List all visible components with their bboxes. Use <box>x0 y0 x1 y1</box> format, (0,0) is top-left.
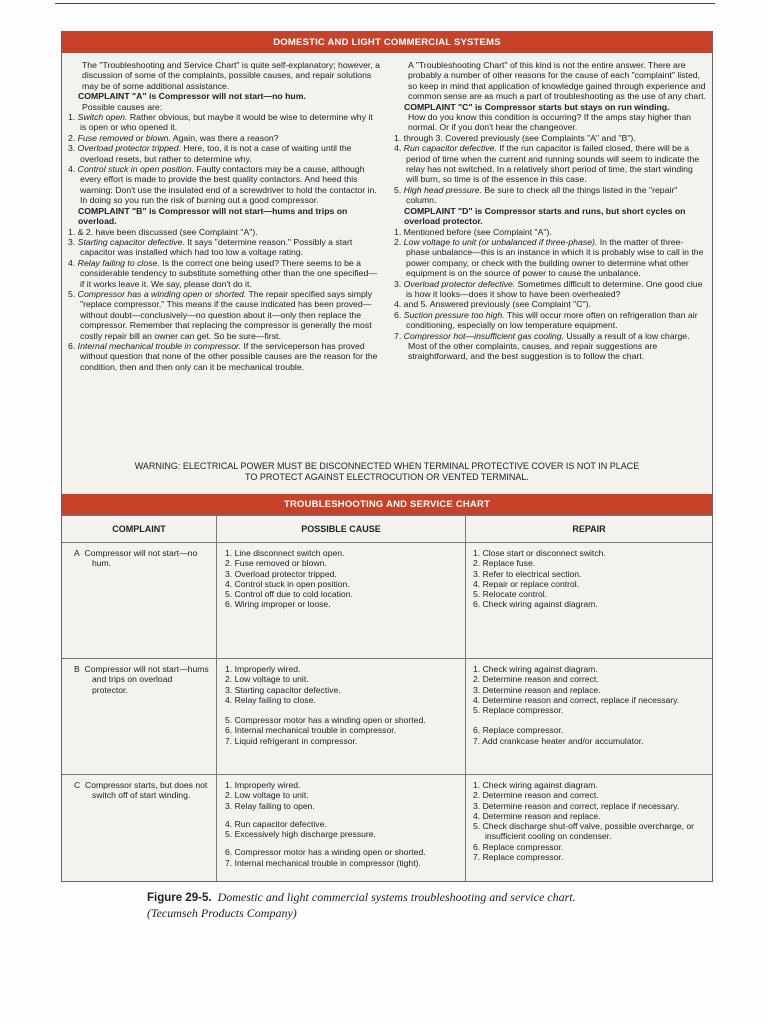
header-complaint: COMPLAINT <box>112 524 166 534</box>
complaint-id: C <box>74 780 81 790</box>
header-cause: POSSIBLE CAUSE <box>301 524 381 534</box>
figure-caption-text: Domestic and light commercial systems troubleshooting and service chart. <box>217 890 576 904</box>
list-item <box>394 227 706 237</box>
item-emphasis: Starting capacitor defective. <box>77 236 185 247</box>
item-text: Determine reason and correct. <box>482 674 599 685</box>
item-emphasis: Fuse removed or blown. <box>77 132 171 143</box>
item-text: Relocate control. <box>482 589 548 600</box>
repair-item <box>473 674 705 684</box>
item-text: Control off due to cold location. <box>234 589 353 600</box>
item-emphasis: Compressor has a winding open or shorted. <box>77 288 247 299</box>
repair-cell <box>473 664 705 746</box>
item-text: Excessively high discharge pressure. <box>234 829 376 840</box>
item-number: 7. <box>473 852 481 863</box>
item-emphasis: Suction pressure too high. <box>403 309 505 320</box>
item-text: Here, too, it is not a case of waiting until the overload resets, but rather to determine why. <box>80 143 352 164</box>
item-text: Sometimes difficult to determine. One good clue is how it looks—does it show to have been overheated? <box>406 278 703 299</box>
cause-item <box>225 579 457 589</box>
item-number: 1. <box>225 548 233 558</box>
item-text: If the serviceperson has proved without question that none of the other possible causes are the reason for the condition, then and then only can it be mechanical trouble. <box>80 340 378 372</box>
item-text: Replace fuse. <box>482 558 536 569</box>
list-item <box>394 299 706 309</box>
item-number: 3. <box>225 800 233 811</box>
cause-item <box>225 664 457 674</box>
complaint-text <box>74 664 210 695</box>
list-item <box>68 237 380 258</box>
item-number: 5. <box>225 829 233 840</box>
repair-item <box>473 664 705 674</box>
item-text: Mentioned before (see Complaint "A"). <box>403 226 552 237</box>
paragraph: The "Troubleshooting and Service Chart" is quite self-explanatory; however, a discussion of some of the complaints, possible causes, and repair solutions may be of some additional assistance. <box>82 60 380 91</box>
item-text: have been discussed (see Complaint "A"). <box>95 226 258 237</box>
cause-cell <box>225 780 457 868</box>
cause-item <box>225 674 457 684</box>
item-text: Overload protector tripped. <box>234 568 337 579</box>
cause-item <box>225 829 457 839</box>
item-number: 1. <box>473 548 481 558</box>
item-number: 4. <box>225 578 233 589</box>
item-number: 6. <box>225 599 233 610</box>
complaint-desc: Compressor will not start—hums and trips on overload protector. <box>84 664 209 695</box>
right-text-column <box>394 60 706 362</box>
list-item <box>394 185 706 206</box>
item-number: 7. <box>473 735 481 746</box>
item-number: 6. <box>225 725 233 736</box>
item-emphasis: Overload protector defective. <box>403 278 516 289</box>
left-text-column <box>68 60 380 372</box>
item-text: Refer to electrical section. <box>482 568 582 579</box>
item-number: 5. <box>225 589 233 600</box>
list-item <box>68 143 380 164</box>
cause-item <box>225 569 457 579</box>
list-item <box>68 164 380 206</box>
item-number: 3. <box>225 568 233 579</box>
complaint-text <box>74 780 210 801</box>
repair-item <box>473 725 705 735</box>
item-text: Determine reason and replace. <box>482 810 601 821</box>
item-number: 1. <box>394 132 402 143</box>
item-text: Compressor motor has a winding open or shorted. <box>234 847 426 858</box>
complaint-heading: COMPLAINT "B" is Compressor will not start—hums and trips on overload. <box>78 205 348 227</box>
list-item <box>68 133 380 143</box>
section-title-bar: DOMESTIC AND LIGHT COMMERCIAL SYSTEMS <box>62 32 712 53</box>
item-text: Improperly wired. <box>234 664 301 674</box>
item-emphasis: Run capacitor defective. <box>403 143 497 154</box>
complaint-heading: COMPLAINT "C" is Compressor starts but stays on run winding. <box>404 101 670 112</box>
item-emphasis: High head pressure. <box>403 184 482 195</box>
repair-item <box>473 842 705 852</box>
list-item <box>68 112 380 133</box>
item-text: If the run capacitor is failed closed, there will be a period of time when the current and running sounds will seem to indicate the relay has not switched. In a relatively short period of time, the start winding will burn, so time is of the essence in this case. <box>406 143 700 185</box>
item-text: Close start or disconnect switch. <box>482 548 606 558</box>
item-text: Add crankcase heater and/or accumulator. <box>482 735 644 746</box>
item-text: Low voltage to unit. <box>234 790 309 801</box>
item-text: Check wiring against diagram. <box>482 599 598 610</box>
list-item <box>68 341 380 372</box>
item-number: 6. <box>473 725 481 736</box>
repair-item <box>473 705 705 715</box>
item-text: Fuse removed or blown. <box>234 558 327 569</box>
item-number: 3. <box>394 278 402 289</box>
item-text: Answered previously (see Complaint "C"). <box>429 299 591 310</box>
item-emphasis: Low voltage to unit (or unbalanced if three-phase). <box>403 236 598 247</box>
page-top-rule <box>55 3 715 4</box>
item-text: Rather obvious, but maybe it would be wise to determine why it is open or who opened it. <box>80 112 373 133</box>
item-emphasis: Overload protector tripped. <box>77 143 182 154</box>
item-text: Relay failing to close. <box>234 694 316 705</box>
item-text: Run capacitor defective. <box>234 818 327 829</box>
item-number: 2. <box>68 132 76 143</box>
item-number: 2. <box>225 790 233 801</box>
complaint-heading: COMPLAINT "D" is Compressor starts and runs, but short cycles on overload protector. <box>404 205 686 227</box>
complaint-heading: COMPLAINT "A" is Compressor will not start—no hum. <box>78 91 306 102</box>
list-item <box>68 258 380 289</box>
item-text: Be sure to check all the things listed in the "repair" column. <box>406 184 678 206</box>
cause-item <box>225 725 457 735</box>
repair-item <box>473 790 705 800</box>
repair-item <box>473 695 705 705</box>
cause-item <box>225 548 457 558</box>
complaint-id: A <box>74 548 80 558</box>
item-emphasis: Relay failing to close. <box>77 257 160 268</box>
item-text: Replace compressor. <box>482 725 564 736</box>
cause-item <box>225 801 457 811</box>
item-text: Determine reason and correct, replace if necessary. <box>482 800 680 811</box>
warning-line-1: WARNING: ELECTRICAL POWER MUST BE DISCONNECTED WHEN TERMINAL PROTECTIVE COVER IS NOT IN PLACE <box>134 461 640 471</box>
table-row <box>62 542 712 659</box>
list-item <box>394 133 706 143</box>
item-number: 4. <box>473 694 481 705</box>
paragraph: Most of the other complaints, causes, and repair suggestions are straightforward, and the best suggestion is to follow the chart. <box>408 340 658 362</box>
complaint-text <box>74 548 210 569</box>
item-number: 5. <box>394 184 402 195</box>
cause-item <box>225 780 457 790</box>
repair-item <box>473 558 705 568</box>
cause-item <box>225 790 457 800</box>
item-text: through 3. Covered previously (see Complaints "A" and "B"). <box>403 132 636 143</box>
item-text: Starting capacitor defective. <box>234 684 341 695</box>
item-number: 1. <box>473 780 481 790</box>
repair-cell <box>473 780 705 862</box>
repair-item <box>473 589 705 599</box>
list-item <box>394 310 706 331</box>
cause-item <box>225 599 457 609</box>
table-row <box>62 774 712 881</box>
repair-item <box>473 811 705 821</box>
item-number: 5. <box>473 821 481 832</box>
list-item <box>394 143 706 185</box>
item-text: Wiring improper or loose. <box>234 599 331 610</box>
item-number: 1. <box>394 226 402 237</box>
item-number: 1. & 2. <box>68 226 94 237</box>
item-number: 1. <box>68 112 76 123</box>
item-text: Determine reason and correct. <box>482 790 599 801</box>
item-text: Replace compressor. <box>482 852 564 863</box>
item-number: 4. and 5. <box>394 299 428 310</box>
chart-title-bar: TROUBLESHOOTING AND SERVICE CHART <box>62 494 712 515</box>
item-emphasis: Internal mechanical trouble in compressor. <box>77 340 242 351</box>
item-text: Low voltage to unit. <box>234 674 309 685</box>
item-number: 2. <box>473 790 481 801</box>
item-number: 7. <box>394 330 402 341</box>
item-number: 6. <box>394 309 402 320</box>
item-number: 7. <box>225 857 233 868</box>
list-item <box>394 237 706 279</box>
item-text: Faulty contactors may be a cause, although every effort is made to provide the best quality contactors. And heed this warning: Don't use the insulated end of a screwdriver to hold the contactor in. In doing so you run the risk of burning out a good compressor. <box>80 164 377 206</box>
repair-item <box>473 736 705 746</box>
item-text: Replace compressor. <box>482 841 564 852</box>
figure-caption <box>147 890 707 921</box>
item-number: 6. <box>473 599 481 610</box>
complaint-cell <box>74 780 210 801</box>
item-number: 4. <box>394 143 402 154</box>
item-number: 4. <box>473 810 481 821</box>
list-item <box>394 331 706 341</box>
item-number: 7. <box>225 735 233 746</box>
item-text: Internal mechanical trouble in compressor (tight). <box>234 857 421 868</box>
item-number: 4. <box>68 257 76 268</box>
item-text: In the matter of three-phase unbalance—this is an instance in which it is probably wise to call in the power company, or check with the building owner to determine what other equipment is on the source of power to cause the unbalance. <box>406 236 704 279</box>
repair-item <box>473 685 705 695</box>
item-text: Relay failing to open. <box>234 800 315 811</box>
item-text: Check wiring against diagram. <box>482 780 598 790</box>
item-text: Repair or replace control. <box>482 578 580 589</box>
list-item <box>394 279 706 300</box>
item-number: 5. <box>473 589 481 600</box>
item-text: Again, was there a reason? <box>170 132 279 143</box>
complaint-desc: Compressor will not start—no hum. <box>84 548 198 569</box>
item-text: Replace compressor. <box>482 705 564 716</box>
figure-label: Figure 29-5. <box>147 892 212 904</box>
item-number: 4. <box>225 694 233 705</box>
item-number: 3. <box>68 236 76 247</box>
item-number: 2. <box>225 674 233 685</box>
complaint-cell <box>74 548 210 569</box>
repair-item <box>473 801 705 811</box>
cause-item <box>225 847 457 857</box>
cause-cell <box>225 548 457 610</box>
item-number: 1. <box>225 664 233 674</box>
item-number: 6. <box>68 340 76 351</box>
item-emphasis: Compressor hot—insufficient gas cooling. <box>403 330 564 341</box>
item-text: Determine reason and correct, replace if necessary. <box>482 694 680 705</box>
complaint-desc: Compressor starts, but does not switch off of start winding. <box>85 780 208 801</box>
header-repair: REPAIR <box>572 524 606 534</box>
item-number: 3. <box>473 568 481 579</box>
item-number: 3. <box>68 143 76 154</box>
item-text: Control stuck in open position. <box>234 578 350 589</box>
item-number: 1. <box>473 664 481 674</box>
item-number: 2. <box>473 674 481 685</box>
figure-credit: (Tecumseh Products Company) <box>147 906 297 920</box>
item-number: 2. <box>473 558 481 569</box>
paragraph: How do you know this condition is occurring? If the amps stay higher than normal. Or if you don't hear the changeover. <box>408 112 691 133</box>
repair-item <box>473 852 705 862</box>
complaint-cell <box>74 664 210 695</box>
repair-item <box>473 599 705 609</box>
item-number: 4. <box>225 818 233 829</box>
item-number: 4. <box>473 578 481 589</box>
item-emphasis: Control stuck in open position. <box>77 164 195 175</box>
warning-notice <box>82 461 692 483</box>
cause-cell <box>225 664 457 746</box>
item-number: 3. <box>473 684 481 695</box>
cause-item <box>225 685 457 695</box>
item-text: Compressor motor has a winding open or shorted. <box>234 715 426 726</box>
item-text: Is the correct one being used? There seems to be a considerable tendency to substitute something other than the one specified—if it works leave it. We say, please don't do it. <box>80 257 378 289</box>
table-row <box>62 658 712 775</box>
item-text: Improperly wired. <box>234 780 301 790</box>
item-text: Check discharge shut-off valve, possible overcharge, or insufficient cooling on condenser. <box>482 821 695 842</box>
item-text: Line disconnect switch open. <box>234 548 345 558</box>
paragraph: Possible causes are: <box>82 101 163 112</box>
item-text: Internal mechanical trouble in compressor. <box>234 725 397 736</box>
item-text: The repair specified says simply "replace compressor." This means if the cause indicated has been proved—without doubt—conclusively—no question about it—only then replace the compressor. Remember that replacing the compressor is generally the most costly repair bill an owner can get. So be sure—first. <box>80 288 373 341</box>
cause-item <box>225 858 457 868</box>
item-number: 2. <box>394 236 402 247</box>
item-number: 1. <box>225 780 233 790</box>
cause-item <box>225 819 457 829</box>
item-number: 5. <box>68 288 76 299</box>
item-text: Check wiring against diagram. <box>482 664 598 674</box>
cause-item <box>225 558 457 568</box>
item-text: This will occur more often on refrigeration than air conditioning, especially on low temperature equipment. <box>406 309 698 331</box>
item-text: Usually a result of a low charge. <box>563 330 690 341</box>
item-emphasis: Switch open. <box>77 112 128 123</box>
warning-line-2: TO PROTECT AGAINST ELECTROCUTION OR VENTED TERMINAL. <box>245 472 529 482</box>
repair-item <box>473 821 705 842</box>
paragraph: A "Troubleshooting Chart" of this kind is not the entire answer. There are probably a number of other reasons for the cause of each "complaint" listed, so keep in mind that application of knowledge gained through experience and common sense are as much a part of troubleshooting as the use of any chart. <box>408 60 706 102</box>
list-item <box>68 289 380 341</box>
item-number: 4. <box>68 164 76 175</box>
item-number: 6. <box>225 847 233 858</box>
repair-cell <box>473 548 705 610</box>
complaint-id: B <box>74 664 80 674</box>
table-header <box>62 515 712 543</box>
chart-panel <box>61 31 713 882</box>
item-text: Liquid refrigerant in compressor. <box>234 735 358 746</box>
item-number: 3. <box>473 800 481 811</box>
cause-item <box>225 695 457 705</box>
item-number: 5. <box>225 715 233 726</box>
item-text: It says "determine reason." Possibly a start capacitor was installed which had too low a voltage rating. <box>80 236 353 258</box>
repair-item <box>473 780 705 790</box>
item-number: 6. <box>473 841 481 852</box>
item-number: 3. <box>225 684 233 695</box>
cause-item <box>225 736 457 746</box>
repair-item <box>473 579 705 589</box>
repair-item <box>473 569 705 579</box>
item-number: 5. <box>473 705 481 716</box>
list-item <box>68 227 380 237</box>
cause-item <box>225 589 457 599</box>
item-number: 2. <box>225 558 233 569</box>
repair-item <box>473 548 705 558</box>
cause-item <box>225 715 457 725</box>
item-text: Determine reason and replace. <box>482 684 601 695</box>
